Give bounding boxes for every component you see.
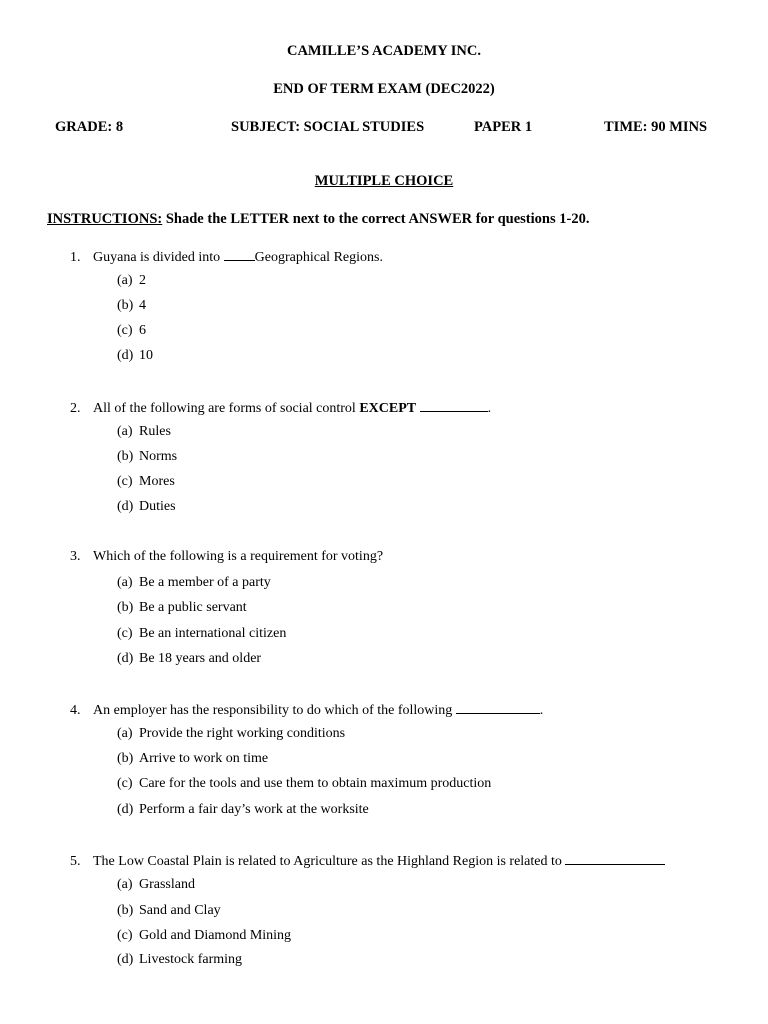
option-letter: (d) bbox=[117, 348, 134, 363]
option-a[interactable] bbox=[117, 423, 171, 441]
question-stem bbox=[70, 247, 383, 267]
option-text: Sand and Clay bbox=[139, 903, 221, 918]
option-letter: (d) bbox=[117, 499, 134, 514]
option-letter: (b) bbox=[117, 298, 134, 313]
option-a[interactable] bbox=[117, 725, 345, 743]
option-b[interactable] bbox=[117, 297, 146, 315]
option-b[interactable] bbox=[117, 902, 221, 920]
time-label: TIME: 90 MINS bbox=[604, 119, 708, 135]
option-d[interactable] bbox=[117, 951, 242, 969]
option-c[interactable] bbox=[117, 473, 175, 491]
option-a[interactable] bbox=[117, 272, 146, 290]
option-c[interactable] bbox=[117, 775, 491, 793]
option-letter: (c) bbox=[117, 323, 133, 338]
option-text: Duties bbox=[139, 499, 176, 514]
option-text: Mores bbox=[139, 474, 175, 489]
option-text: Gold and Diamond Mining bbox=[139, 928, 292, 943]
question-text: Which of the following is a requirement for voting? bbox=[93, 549, 384, 564]
option-letter: (b) bbox=[117, 751, 134, 766]
option-a[interactable] bbox=[117, 574, 271, 592]
question-text: All of the following are forms of social control bbox=[93, 401, 360, 416]
option-text: Be 18 years and older bbox=[139, 651, 262, 666]
question-number: 5. bbox=[70, 854, 81, 869]
subject-label: SUBJECT: SOCIAL STUDIES bbox=[231, 119, 425, 135]
option-letter: (d) bbox=[117, 952, 134, 967]
option-letter: (c) bbox=[117, 474, 133, 489]
exam-title: END OF TERM EXAM (DEC2022) bbox=[273, 81, 495, 97]
question-number: 2. bbox=[70, 401, 81, 416]
answer-blank bbox=[420, 398, 488, 412]
option-text: Be a public servant bbox=[139, 600, 247, 615]
question-stem bbox=[70, 700, 543, 720]
answer-blank bbox=[456, 700, 540, 714]
option-text: Rules bbox=[139, 424, 171, 439]
instructions-label: INSTRUCTIONS: bbox=[47, 211, 163, 227]
question-stem bbox=[70, 851, 665, 871]
instructions bbox=[47, 210, 589, 228]
option-letter: (a) bbox=[117, 273, 133, 288]
question-text: An employer has the responsibility to do which of the following bbox=[93, 703, 456, 718]
option-b[interactable] bbox=[117, 599, 247, 617]
grade-label: GRADE: 8 bbox=[55, 119, 124, 135]
paper-label: PAPER 1 bbox=[474, 119, 533, 135]
option-text: Livestock farming bbox=[139, 952, 243, 967]
option-letter: (c) bbox=[117, 928, 133, 943]
section-title: MULTIPLE CHOICE bbox=[314, 173, 454, 189]
question-number: 1. bbox=[70, 250, 81, 265]
question-text: Guyana is divided into bbox=[93, 250, 224, 265]
option-letter: (a) bbox=[117, 726, 133, 741]
option-c[interactable] bbox=[117, 927, 291, 945]
question-text-end: . bbox=[487, 401, 492, 416]
option-text: Care for the tools and use them to obtain maximum production bbox=[139, 776, 492, 791]
option-c[interactable] bbox=[117, 625, 286, 643]
option-letter: (c) bbox=[117, 626, 133, 641]
option-text: Arrive to work on time bbox=[139, 751, 269, 766]
option-text: 4 bbox=[139, 298, 146, 313]
option-letter: (a) bbox=[117, 877, 133, 892]
question-stem bbox=[70, 398, 491, 418]
option-text: Provide the right working conditions bbox=[139, 726, 346, 741]
question-number: 4. bbox=[70, 703, 81, 718]
option-letter: (b) bbox=[117, 600, 134, 615]
school-name: CAMILLE’S ACADEMY INC. bbox=[286, 43, 481, 59]
question-stem bbox=[70, 548, 383, 566]
option-letter: (a) bbox=[117, 575, 133, 590]
option-c[interactable] bbox=[117, 322, 146, 340]
option-d[interactable] bbox=[117, 801, 369, 819]
question-text-end: Geographical Regions. bbox=[254, 250, 383, 265]
option-text: 6 bbox=[139, 323, 146, 338]
answer-blank bbox=[224, 247, 255, 261]
option-letter: (d) bbox=[117, 651, 134, 666]
option-letter: (a) bbox=[117, 424, 133, 439]
answer-blank bbox=[565, 851, 665, 865]
question-number: 3. bbox=[70, 549, 81, 564]
question-text: The Low Coastal Plain is related to Agriculture as the Highland Region is related to bbox=[93, 854, 566, 869]
option-d[interactable] bbox=[117, 650, 261, 668]
question-emphasis: EXCEPT bbox=[359, 401, 417, 416]
option-b[interactable] bbox=[117, 750, 268, 768]
option-text: Perform a fair day’s work at the worksite bbox=[139, 802, 369, 817]
option-letter: (b) bbox=[117, 449, 134, 464]
option-d[interactable] bbox=[117, 347, 153, 365]
option-letter: (b) bbox=[117, 903, 134, 918]
instructions-text: Shade the LETTER next to the correct ANSWER for questions 1-20. bbox=[162, 211, 590, 227]
option-text: 10 bbox=[139, 348, 153, 363]
question-text-end: . bbox=[539, 703, 544, 718]
option-b[interactable] bbox=[117, 448, 177, 466]
option-text: Norms bbox=[139, 449, 178, 464]
option-text: Be a member of a party bbox=[139, 575, 271, 590]
option-letter: (c) bbox=[117, 776, 133, 791]
option-a[interactable] bbox=[117, 876, 195, 894]
option-d[interactable] bbox=[117, 498, 176, 516]
option-letter: (d) bbox=[117, 802, 134, 817]
option-text: Grassland bbox=[139, 877, 195, 892]
option-text: Be an international citizen bbox=[139, 626, 287, 641]
option-text: 2 bbox=[139, 273, 146, 288]
